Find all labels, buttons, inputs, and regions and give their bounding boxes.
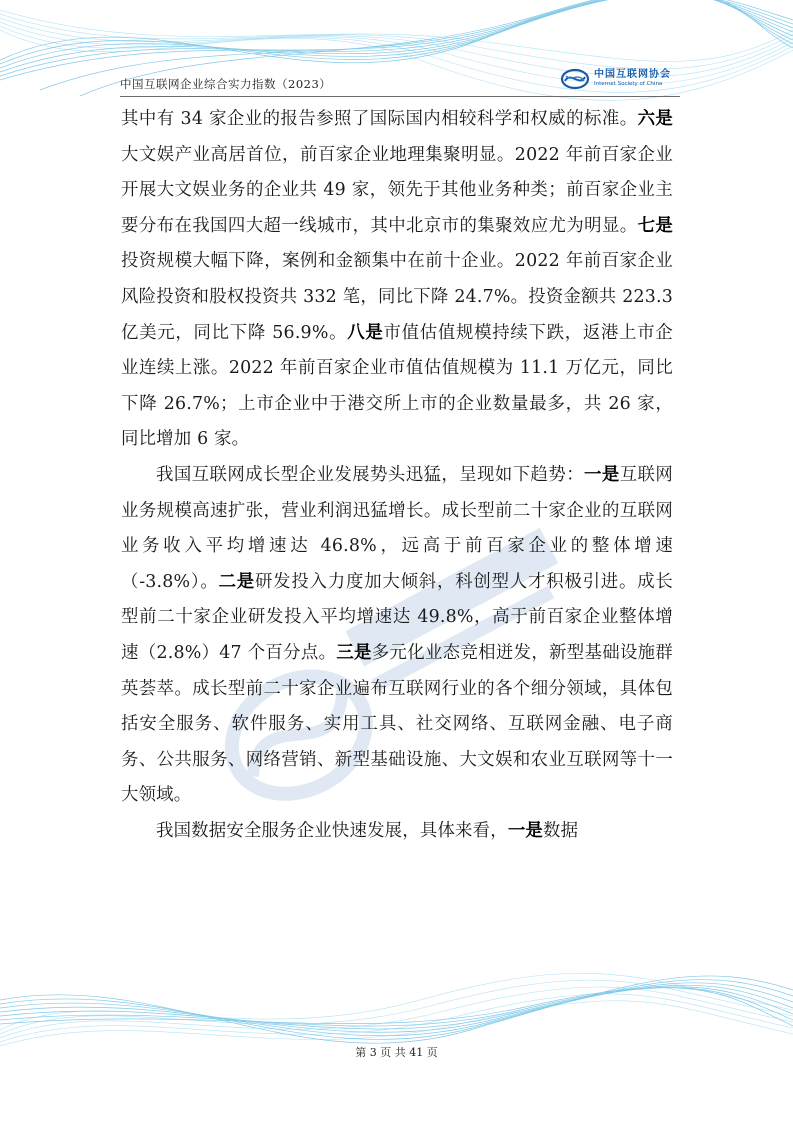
paragraph-text: 大文娱产业高居首位，前百家企业地理集聚明显。2022 年前百家企业开展大文娱业务的企业共 49 家，领先于其他业务种类；前百家企业主要分布在我国四大超一线城市，其中北京市的集聚效应尤为明显。 (121, 144, 673, 236)
body-paragraph (121, 814, 673, 850)
ordinal-marker: 一是 (507, 820, 544, 841)
paragraph-text: 其中有 34 家企业的报告参照了国际国内相较科学和权威的标准。 (121, 109, 638, 129)
paragraph-text: 数据 (543, 820, 579, 841)
body-paragraph (121, 102, 673, 458)
main-content (121, 102, 673, 849)
ordinal-marker: 二是 (218, 571, 255, 592)
paragraph-text: 互联网业务规模高速扩张，营业利润迅猛增长。成长型前二十家企业的互联网业务收入平均增速达 46.8%，远高于前百家企业的整体增速（-3.8%）。 (121, 464, 673, 592)
ordinal-marker: 六是 (637, 109, 674, 129)
ordinal-marker: 一是 (584, 464, 620, 485)
paragraph-text: 多元化业态竞相迸发，新型基础设施群英荟萃。成长型前二十家企业遍布互联网行业的各个细分领域，具体包括安全服务、软件服务、实用工具、社交网络、互联网金融、电子商务、公共服务、网络营销、新型基础设施、大文娱和农业互联网等十一大领域。 (121, 642, 673, 806)
page-header (120, 69, 680, 96)
isc-logo-icon (560, 68, 590, 90)
paragraph-text: 投资规模大幅下降，案例和金额集中在前十企业。2022 年前百家企业风险投资和股权投资共 332 笔，同比下降 24.7%。投资金额共 223.3 亿美元，同比下降 56.9%。 (121, 251, 673, 343)
header-title: 中国互联网企业综合实力指数（2023） (120, 77, 332, 91)
logo-en-text: Internet Society of China (594, 81, 663, 88)
paragraph-text: 我国数据安全服务企业快速发展，具体来看， (156, 820, 508, 841)
paragraph-text: 我国互联网成长型企业发展势头迅猛，呈现如下趋势： (156, 464, 585, 485)
ordinal-marker: 三是 (336, 642, 372, 663)
isc-logo (560, 66, 688, 92)
paragraph-text: 研发投入力度加大倾斜，科创型人才积极引进。成长型前二十家企业研发投入平均增速达 49.8%，高于前百家企业整体增速（2.8%）47 个百分点。 (121, 571, 673, 663)
page-number: 第 3 页 共 41 页 (355, 1046, 438, 1059)
body-paragraph (121, 458, 673, 814)
logo-cn-text: 中国互联网协会 (594, 69, 671, 81)
page-footer (0, 1044, 793, 1060)
ordinal-marker: 八是 (347, 322, 384, 343)
bottom-wave-decoration (0, 960, 793, 1122)
ordinal-marker: 七是 (637, 215, 673, 236)
header-rule (120, 96, 680, 97)
paragraph-text: 市值估值规模持续下跌，返港上市企业连续上涨。2022 年前百家企业市值估值规模为 11.1 万亿元，同比下降 26.7%；上市企业中于港交所上市的企业数量最多，共 26 家，同比增加 6 家。 (121, 322, 674, 450)
